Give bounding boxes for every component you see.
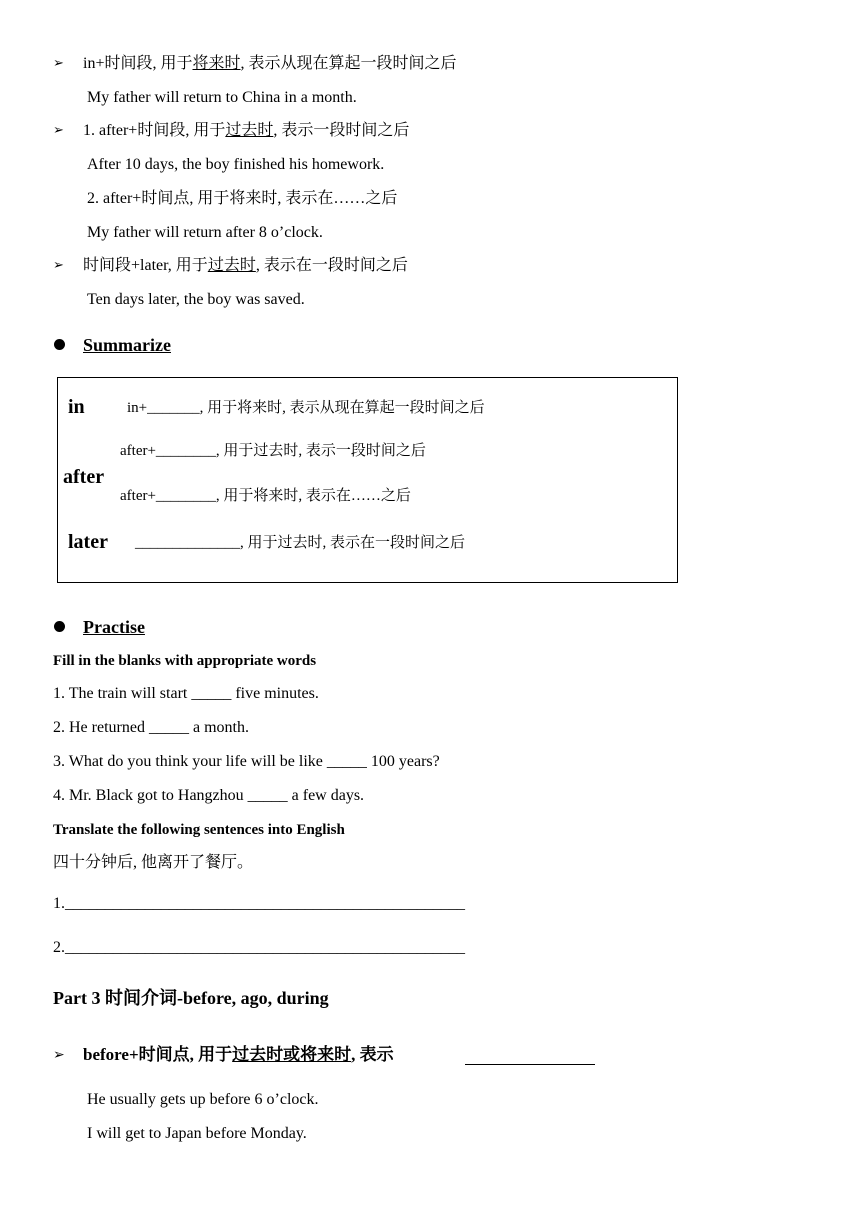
rule-text: 1. after+时间段, 用于 xyxy=(83,122,226,139)
rule-underlined: 将来时 xyxy=(192,55,241,72)
example-sentence: After 10 days, the boy finished his homework. xyxy=(87,156,385,173)
answer-line-2: 2.__________________________________________________ xyxy=(53,939,465,956)
rule-text: 时间段+later, 用于 xyxy=(83,257,208,274)
question-3: 3. What do you think your life will be like _____ 100 years? xyxy=(53,753,440,770)
summary-line-after-1: after+________, 用于过去时, 表示一段时间之后 xyxy=(120,443,426,459)
example-sentence: I will get to Japan before Monday. xyxy=(87,1125,307,1142)
rule-text: in+时间段, 用于 xyxy=(83,55,193,72)
question-4: 4. Mr. Black got to Hangzhou _____ a few days. xyxy=(53,787,365,804)
bullet-arrow-icon: ➢ xyxy=(53,56,64,71)
example-sentence: My father will return after 8 o’clock. xyxy=(87,224,323,241)
bullet-arrow-icon: ➢ xyxy=(53,1047,65,1063)
rule-after-period xyxy=(83,121,409,141)
answer-blank-line xyxy=(465,1064,595,1065)
rule-text: before+时间点, 用于 xyxy=(83,1045,233,1064)
rule-before xyxy=(83,1045,394,1065)
summary-line-later: ______________, 用于过去时, 表示在一段时间之后 xyxy=(135,535,466,551)
bullet-arrow-icon: ➢ xyxy=(53,258,64,273)
translate-sentence: 四十分钟后, 他离开了餐厅。 xyxy=(53,854,254,871)
example-sentence: Ten days later, the boy was saved. xyxy=(87,291,305,308)
example-sentence: He usually gets up before 6 o’clock. xyxy=(87,1091,319,1108)
bullet-dot-icon xyxy=(54,339,65,350)
rule-in xyxy=(83,54,457,74)
question-1: 1. The train will start _____ five minutes. xyxy=(53,685,319,702)
rule-underlined: 过去时或将来时 xyxy=(232,1045,352,1064)
rule-text: , 表示 xyxy=(351,1045,394,1064)
rule-text: , 表示从现在算起一段时间之后 xyxy=(240,55,457,72)
answer-line-1: 1.__________________________________________________ xyxy=(53,895,465,912)
bullet-dot-icon xyxy=(54,621,65,632)
summary-line-in: in+_______, 用于将来时, 表示从现在算起一段时间之后 xyxy=(127,400,485,416)
rule-underlined: 过去时 xyxy=(225,122,274,139)
rule-after-point: 2. after+时间点, 用于将来时, 表示在……之后 xyxy=(87,190,398,207)
summary-word-in: in xyxy=(68,396,85,418)
part3-title: Part 3 时间介词-before, ago, during xyxy=(53,988,329,1008)
question-2: 2. He returned _____ a month. xyxy=(53,719,249,736)
summarize-heading: Summarize xyxy=(83,335,171,355)
rule-later xyxy=(83,256,408,276)
summary-line-after-2: after+________, 用于将来时, 表示在……之后 xyxy=(120,488,411,504)
practise-heading: Practise xyxy=(83,617,145,637)
rule-underlined: 过去时 xyxy=(207,257,256,274)
fill-blanks-title: Fill in the blanks with appropriate words xyxy=(53,653,317,669)
summary-word-later: later xyxy=(68,531,108,553)
rule-text: , 表示在一段时间之后 xyxy=(255,257,408,274)
translate-title: Translate the following sentences into English xyxy=(53,822,345,838)
bullet-arrow-icon: ➢ xyxy=(53,123,64,138)
summary-word-after: after xyxy=(63,466,105,488)
rule-text: , 表示一段时间之后 xyxy=(273,122,410,139)
example-sentence: My father will return to China in a month. xyxy=(87,89,357,106)
